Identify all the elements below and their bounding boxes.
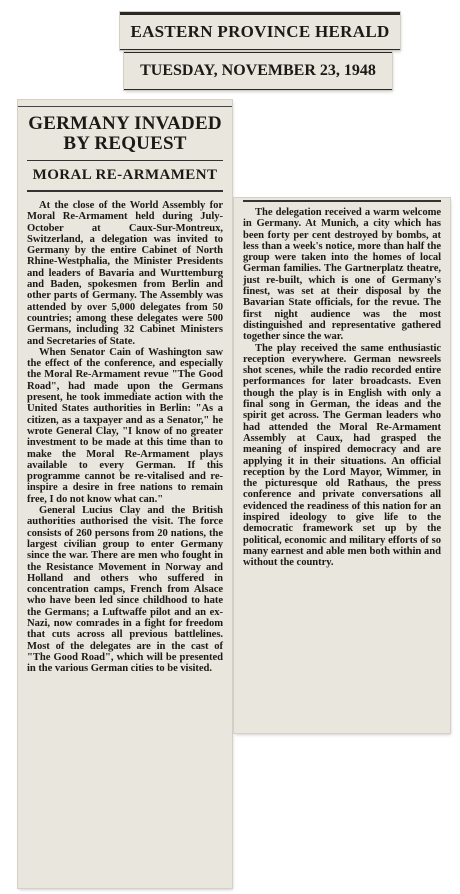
- article-column-2: [234, 198, 450, 733]
- article-paragraph: General Lucius Clay and the British authorities authorised the visit. The force consists of 260 persons from 20 nations, the largest civilian group to enter Germany since the war. There are men who fought in the Resistance Movement in Norway and Holland and others who suffered in concentration camps, French from Alsace who have been led since childhood to hate the Germans; a Luftwaffe pilot and an ex-Nazi, now comrades in a fight for freedom that cuts across all previous battlelines. Most of the delegates are in the cast of "The Good Road", which will be presented in the various German cities to be visited.: [27, 505, 223, 675]
- publication-date: TUESDAY, NOVEMBER 23, 1948: [140, 62, 376, 79]
- masthead: [120, 12, 400, 50]
- top-rule: [243, 200, 441, 202]
- article-subheadline: MORAL RE-ARMAMENT: [27, 160, 223, 184]
- article-column-1: [18, 100, 232, 888]
- newspaper-name: EASTERN PROVINCE HERALD: [130, 22, 390, 41]
- column-2-text: [243, 207, 441, 569]
- article-paragraph: The play received the same enthusiastic reception everywhere. German newsreels shot scenes, while the radio recorded entire performances for later broadcasts. Even though the play is in English with only a final song in German, the ideas and the spirit get across. The German leaders who had attended the Moral Re-Armament Assembly at Caux, had grasped the meaning of inspired democracy and are applying it in their situations. An official reception by the Lord Mayor, Wimmer, in the picturesque old Rathaus, the press conference and private conversations all evidenced the readiness of this nation for an inspired ideology to give life to the democratic framework set up by the political, economic and military efforts of so many earnest and able men both within and without the country.: [243, 342, 441, 569]
- article-paragraph: At the close of the World Assembly for Moral Re-Armament held during July-October at Caux-Sur-Montreux, Switzerland, a delegation was invited to Germany by the entire Cabinet of North Rhine-Westphalia, the Minister Presidents and leaders of Bavaria and Wurttemburg and Baden, spokesmen from Berlin and other parts of Germany. The Assembly was attended by over 5,000 delegates from 50 countries; among these delegates were 500 Germans, including 32 Cabinet Ministers and Secretaries of State.: [27, 200, 223, 347]
- article-paragraph: When Senator Cain of Washington saw the effect of the conference, and especially the Moral Re-Armament revue "The Good Road", had made upon the Germans present, he took immediate action with the United States authorities in Berlin: "As a citizen, as a taxpayer and as a Senator," he wrote General Clay, "I know of no greater investment to be made at this time than to make the Moral Re-Armament plays available to every German. If this programme cannot be re-vitalised and re-inspire a desire in free nations to remain free, I do not know what can.": [27, 346, 223, 505]
- top-rule: [18, 106, 232, 107]
- dateline: [124, 52, 392, 90]
- article-paragraph: The delegation received a warm welcome in Germany. At Munich, a city which has been forty per cent destroyed by bombs, at less than a week's notice, more than half the group were taken into the homes of local German families. The Gartnerplatz theatre, just re-built, which is one of Germany's finest, was set at their disposal by the Bavarian State officials, for the revue. The first night audience was the most distinguished and representative gathered together since the war.: [243, 207, 441, 343]
- article-headline: GERMANY INVADED BY REQUEST: [28, 113, 222, 154]
- column-1-text: [27, 200, 223, 674]
- subheadline-rule: [27, 190, 223, 192]
